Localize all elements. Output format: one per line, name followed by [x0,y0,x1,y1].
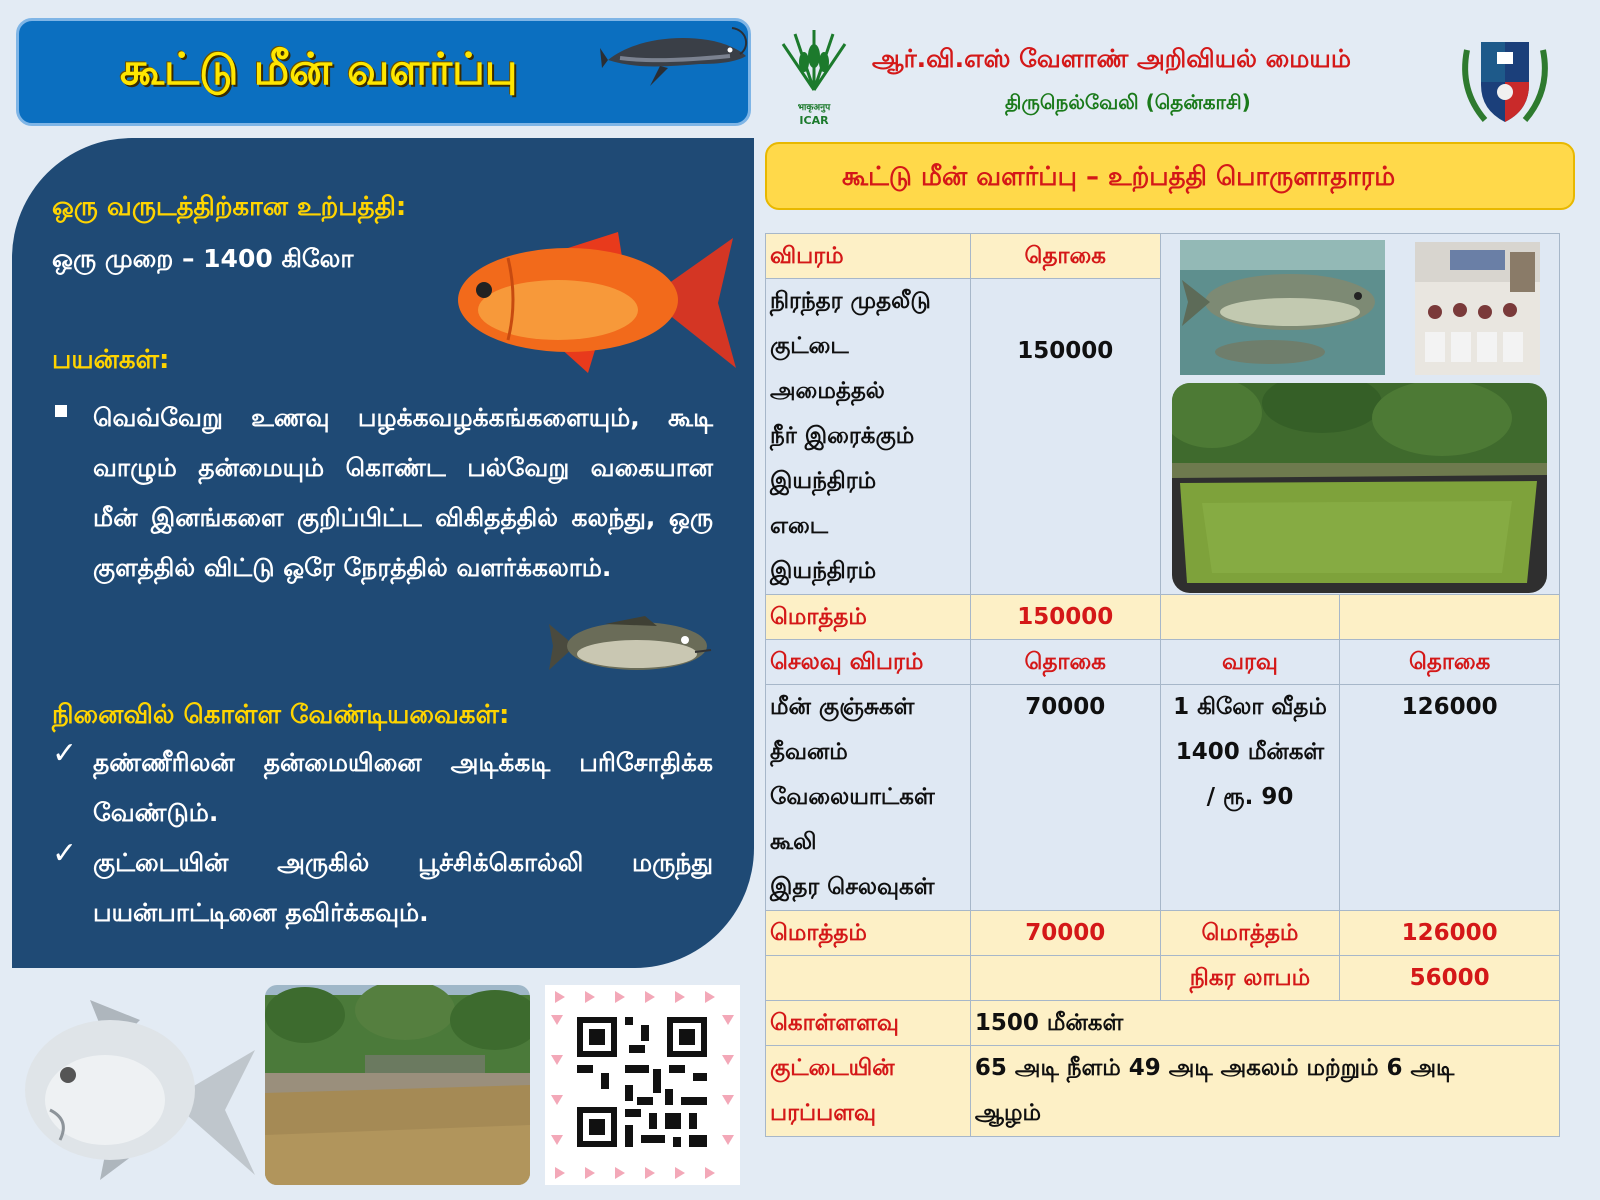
production-heading: ஒரு வருடத்திற்கான உற்பத்தி: [52,192,407,222]
pond-area-label-line: பரப்பளவு [770,1100,876,1126]
goldfish-image [448,228,738,378]
production-value: ஒரு முறை – 1400 கிலோ [52,244,354,273]
remember-item-2: குட்டையின் அருகில் பூச்சிக்கொல்லி மருந்து பயன்பாட்டினை தவிர்க்கவும். [93,848,713,927]
investment-items [766,279,971,595]
pond-area-value [970,1046,1559,1137]
benefits-heading: பயன்கள்: [52,345,170,375]
check-icon: ✓ [52,736,78,771]
cost-item: இதர செலவுகள் [770,874,935,900]
investment-item: இயந்திரம் [770,558,877,584]
income-item: 1 கிலோ வீதம் [1173,694,1327,720]
cost-detail-header: செலவு விபரம் [766,640,971,685]
cost-total: 70000 [970,911,1160,956]
income-amount-header: தொகை [1340,640,1560,685]
economics-banner-title: கூட்டு மீன் வளர்ப்பு – உற்பத்தி பொருளாதாரம் [842,162,1396,192]
income-total-label: மொத்தம் [1160,911,1340,956]
pond-area-label [766,1046,971,1137]
pomfret-fish-image [10,990,260,1190]
income-total: 126000 [1340,911,1560,956]
header-amount: தொகை [970,234,1160,279]
income-items [1160,685,1340,911]
income-header: வரவு [1160,640,1340,685]
icar-logo [775,20,853,128]
pond-group-photo [265,985,530,1185]
cost-amount-header: தொகை [970,640,1160,685]
catfish-image [600,20,750,90]
org-location: திருநெல்வேலி (தென்காசி) [1005,90,1251,114]
pond-area-value-line: 65 அடி நீளம் 49 அடி அகலம் மற்றும் 6 அடி [974,1055,1455,1081]
pond-area-label-line: குட்டையின் [770,1055,895,1081]
cost-item: மீன் குஞ்சுகள் [770,694,915,720]
investment-item: அமைத்தல் [770,378,885,404]
remember-item-1: தண்ணீரிலன் தன்மையினை அடிக்கடி பரிசோதிக்க வேண்டும். [93,748,713,827]
investment-item: எடை [770,513,829,539]
table-row [766,1001,1560,1046]
org-name: ஆர்.வி.எஸ் வேளாண் அறிவியல் மையம் [872,44,1351,73]
investment-item: நிரந்தர முதலீடு [770,288,931,314]
investment-item: நீர் இரைக்கும் [770,423,915,449]
fish-pond-photo [1172,383,1547,593]
training-class-photo [1415,242,1540,375]
investment-item: குட்டை [770,333,849,359]
investment-total: 150000 [970,595,1160,640]
header-detail: விபரம் [766,234,971,279]
college-emblem [1455,30,1555,130]
cost-item: வேலையாட்கள் [770,784,935,810]
income-item: 1400 மீன்கள் [1175,739,1325,765]
table-row [766,640,1560,685]
table-row [766,685,1560,911]
income-amount: 126000 [1340,685,1560,911]
cost-item: கூலி [770,829,817,855]
net-profit: 56000 [1340,956,1560,1001]
remember-heading: நினைவில் கொள்ள வேண்டியவைகள்: [52,700,510,730]
income-item: / ரூ. 90 [1206,784,1294,810]
investment-item: இயந்திரம் [770,468,877,494]
cost-total-label: மொத்தம் [766,911,971,956]
table-row [766,1046,1560,1137]
cost-items [766,685,971,911]
benefit-text: வெவ்வேறு உணவு பழக்கவழக்கங்களையும், கூடி வாழும் தன்மையும் கொண்ட பல்வேறு வகையான மீன் இனங்களை குறிப்பிட்ட விகிதத்தில் கலந்து, ஒரு குளத்தில் விட்டு ஒரே நேரத்தில் வளர்க்கலாம். [93,403,713,582]
qr-code[interactable] [545,985,740,1185]
investment-total-label: மொத்தம் [766,595,971,640]
fish-underwater-photo [1180,240,1385,375]
icar-label-text: ICAR [799,114,829,127]
cost-item: தீவனம் [770,739,848,765]
page-title: கூட்டு மீன் வளர்ப்பு [120,44,518,95]
net-profit-label: நிகர லாபம் [1160,956,1340,1001]
check-icon: ✓ [52,836,78,871]
capacity-value: 1500 மீன்கள் [970,1001,1559,1046]
bass-fish-image [545,612,713,680]
cost-amount: 70000 [970,685,1160,911]
pond-area-value-line: ஆழம் [974,1100,1041,1126]
table-row [766,595,1560,640]
investment-amount: 150000 [970,279,1160,595]
table-row [766,956,1560,1001]
capacity-label: கொள்ளளவு [766,1001,971,1046]
bullet-square-icon [55,405,67,417]
icar-hindi-text: भाकृअनुप [797,103,831,113]
table-row [766,911,1560,956]
